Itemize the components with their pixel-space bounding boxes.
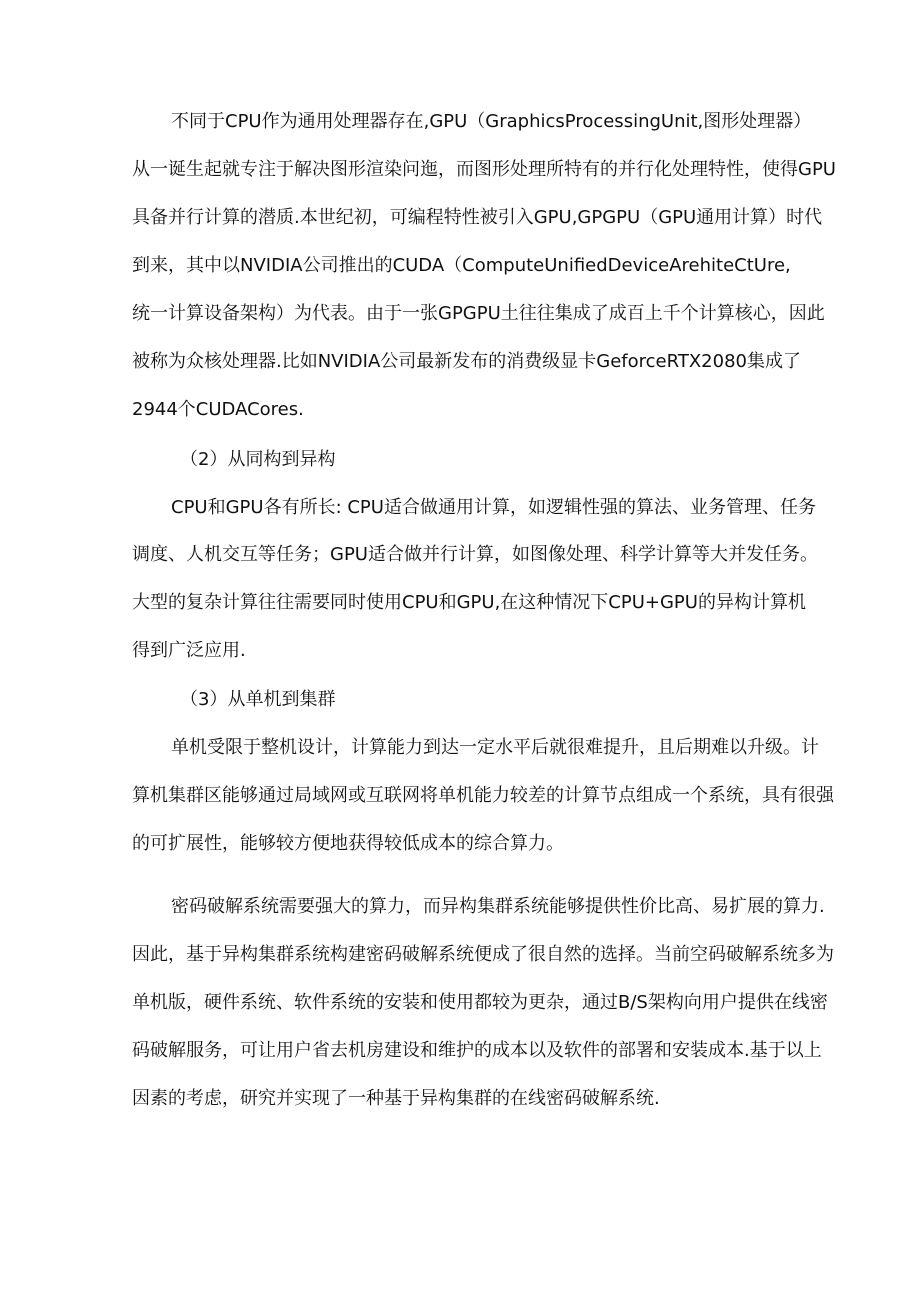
paragraph-1-line-5: 统一计算设备架构）为代表。由于一张GPGPU土往往集成了成百上千个计算核心，因此: [132, 303, 825, 324]
section-heading-3: （3）从单机到集群: [180, 689, 336, 710]
section-heading-2: （2）从同构到异构: [180, 449, 336, 470]
paragraph-3-line-3: 的可扩展性，能够较方便地获得较低成本的综合算力。: [132, 833, 564, 854]
paragraph-1-line-4: 到来，其中以NVIDIA公司推出的CUDA（ComputeUnifiedDeviceArehiteCtUre,: [132, 255, 791, 276]
paragraph-4-line-4: 码破解服务，可让用户省去机房建设和维护的成本以及软件的部署和安装成本.基于以上: [132, 1040, 822, 1061]
paragraph-3-line-1: 单机受限于整机设计，计算能力到达一定水平后就很难提升，且后期难以升级。计: [171, 737, 819, 758]
paragraph-1-line-7: 2944个CUDACores.: [132, 399, 304, 420]
paragraph-4-line-1: 密码破解系统需要强大的算力，而异构集群系统能够提供性价比高、易扩展的算力.: [171, 896, 825, 917]
paragraph-3-line-2: 算机集群区能够通过局域网或互联网将单机能力较差的计算节点组成一个系统，具有很强: [132, 785, 834, 806]
paragraph-2-line-1: CPU和GPU各有所长: CPU适合做通用计算，如逻辑性强的算法、业务管理、任务: [171, 497, 816, 518]
paragraph-1-line-6: 被称为众核处理器.比如NVIDIA公司最新发布的消费级显卡GeforceRTX2080集成了: [132, 351, 801, 372]
paragraph-4-line-2: 因此，基于异构集群系统构建密码破解系统便成了很自然的选择。当前空码破解系统多为: [132, 944, 834, 965]
paragraph-2-line-2: 调度、人机交互等任务；GPU适合做并行计算，如图像处理、科学计算等大并发任务。: [132, 544, 818, 565]
paragraph-2-line-4: 得到广泛应用.: [132, 640, 246, 661]
paragraph-1-line-1: 不同于CPU作为通用处理器存在,GPU（GraphicsProcessingUnit,图形处理器）: [171, 111, 812, 132]
paragraph-4-line-5: 因素的考虑，研究并实现了一种基于异构集群的在线密码破解系统.: [132, 1088, 660, 1109]
paragraph-2-line-3: 大型的复杂计算往往需要同时使用CPU和GPU,在这种情况下CPU+GPU的异构计算机: [132, 592, 806, 613]
paragraph-1-line-2: 从一诞生起就专注于解决图形渲染问迤，而图形处理所特有的并行化处理特性，使得GPU: [132, 159, 836, 180]
paragraph-1-line-3: 具备并行计算的潜质.本世纪初，可编程特性被引入GPU,GPGPU（GPU通用计算）时代: [132, 207, 823, 228]
paragraph-4-line-3: 单机版，硬件系统、软件系统的安装和使用都较为更杂，通过B/S架构向用户提供在线密: [132, 992, 828, 1013]
